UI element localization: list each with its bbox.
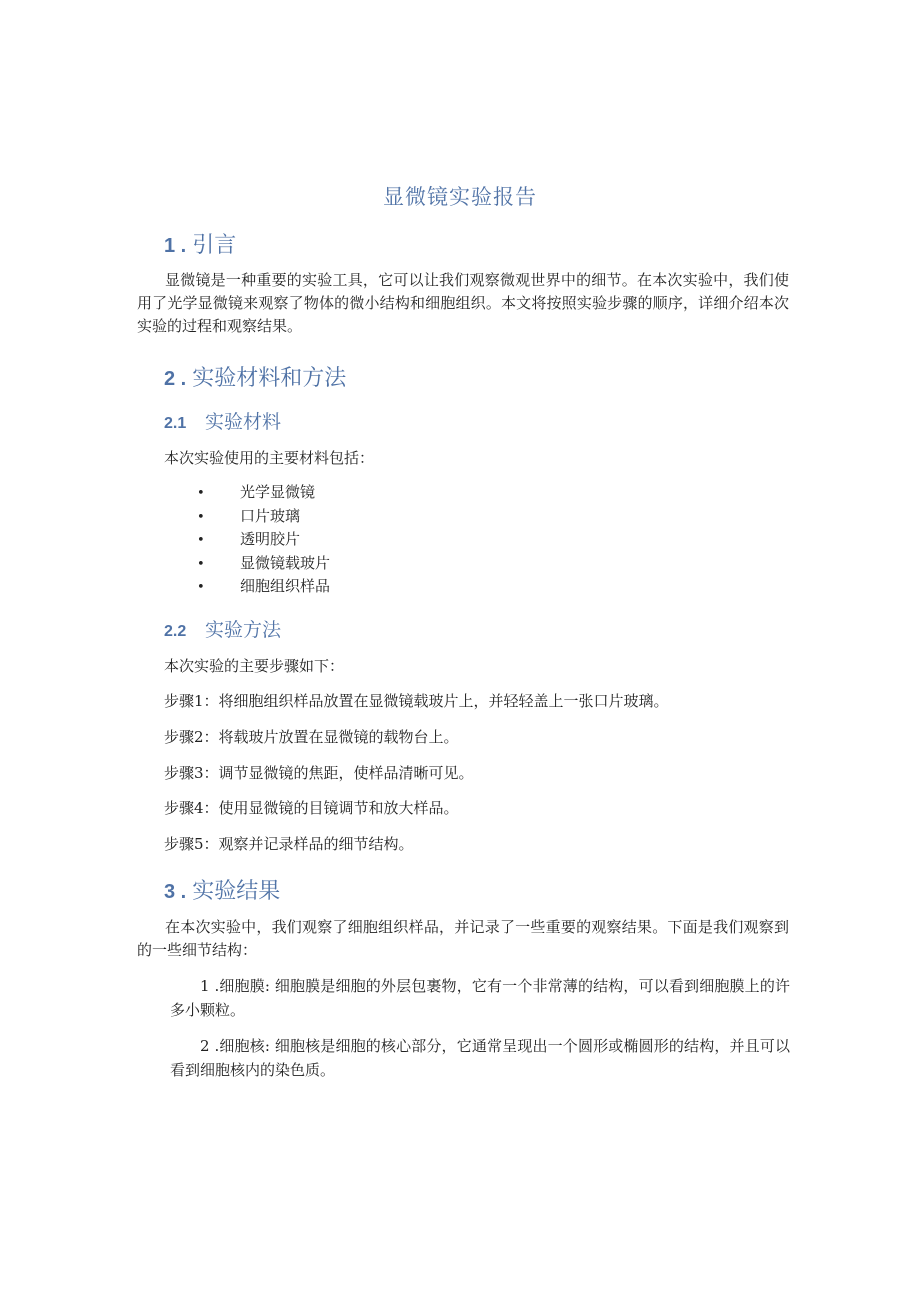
methods-lead: 本次实验的主要步骤如下： [164, 657, 345, 675]
bullet-icon: • [197, 533, 205, 548]
section-heading-materials-methods [164, 361, 346, 392]
material-item: 细胞组织样品 [240, 577, 331, 595]
subsection-number: 2.1 [164, 415, 187, 432]
section-number: 2 . [164, 368, 187, 390]
bullet-icon: • [197, 486, 205, 501]
method-step: 步骤2：将载玻片放置在显微镜的载物台上。 [164, 728, 459, 746]
materials-list [197, 481, 330, 599]
subsection-number: 2.2 [164, 623, 187, 640]
section-heading-results [164, 874, 280, 905]
method-step: 步骤1：将细胞组织样品放置在显微镜载玻片上，并轻轻盖上一张口片玻璃。 [164, 692, 669, 710]
method-step: 步骤5：观察并记录样品的细节结构。 [164, 835, 414, 853]
list-item [197, 528, 330, 552]
material-item: 口片玻璃 [240, 506, 301, 525]
method-step: 步骤4：使用显微镜的目镜调节和放大样品。 [164, 799, 459, 817]
bullet-icon: • [197, 509, 205, 525]
subsection-heading-materials [164, 407, 281, 434]
section-heading-intro [164, 228, 236, 259]
result-item: 1 .细胞膜: 细胞膜是细胞的外层包裹物，它有一个非常薄的结构，可以看到细胞膜上的许多小颗粒。 [170, 977, 790, 1019]
section-title: 引言 [192, 233, 237, 258]
material-item: 显微镜载玻片 [240, 553, 331, 572]
intro-paragraph: 显微镜是一种重要的实验工具，它可以让我们观察微观世界中的细节。在本次实验中，我们使用了光学显微镜来观察了物体的微小结构和细胞组织。本文将按照实验步骤的顺序，详细介绍本次实验的过程和观察结果。 [137, 271, 789, 335]
bullet-icon: • [197, 556, 205, 572]
section-number: 1 . [164, 235, 187, 257]
subsection-heading-methods [164, 615, 281, 642]
material-item: 透明胶片 [240, 530, 301, 548]
list-item [197, 481, 330, 505]
section-title: 实验材料和方法 [192, 366, 347, 391]
subsection-title: 实验材料 [205, 411, 282, 433]
method-step: 步骤3：调节显微镜的焦距，使样品清晰可见。 [164, 764, 474, 782]
section-number: 3 . [164, 881, 187, 903]
result-item: 2 .细胞核: 细胞核是细胞的核心部分，它通常呈现出一个圆形或椭圆形的结构，并且可以看到细胞核内的染色质。 [170, 1037, 790, 1079]
document-title: 显微镜实验报告 [383, 185, 537, 209]
list-item [197, 505, 330, 529]
section-title: 实验结果 [192, 879, 281, 904]
materials-lead: 本次实验使用的主要材料包括： [164, 449, 375, 467]
bullet-icon: • [197, 580, 205, 595]
results-paragraph: 在本次实验中，我们观察了细胞组织样品，并记录了一些重要的观察结果。下面是我们观察到的一些细节结构： [137, 918, 789, 959]
subsection-title: 实验方法 [205, 619, 282, 641]
list-item [197, 552, 330, 576]
list-item [197, 575, 330, 599]
material-item: 光学显微镜 [240, 483, 316, 501]
